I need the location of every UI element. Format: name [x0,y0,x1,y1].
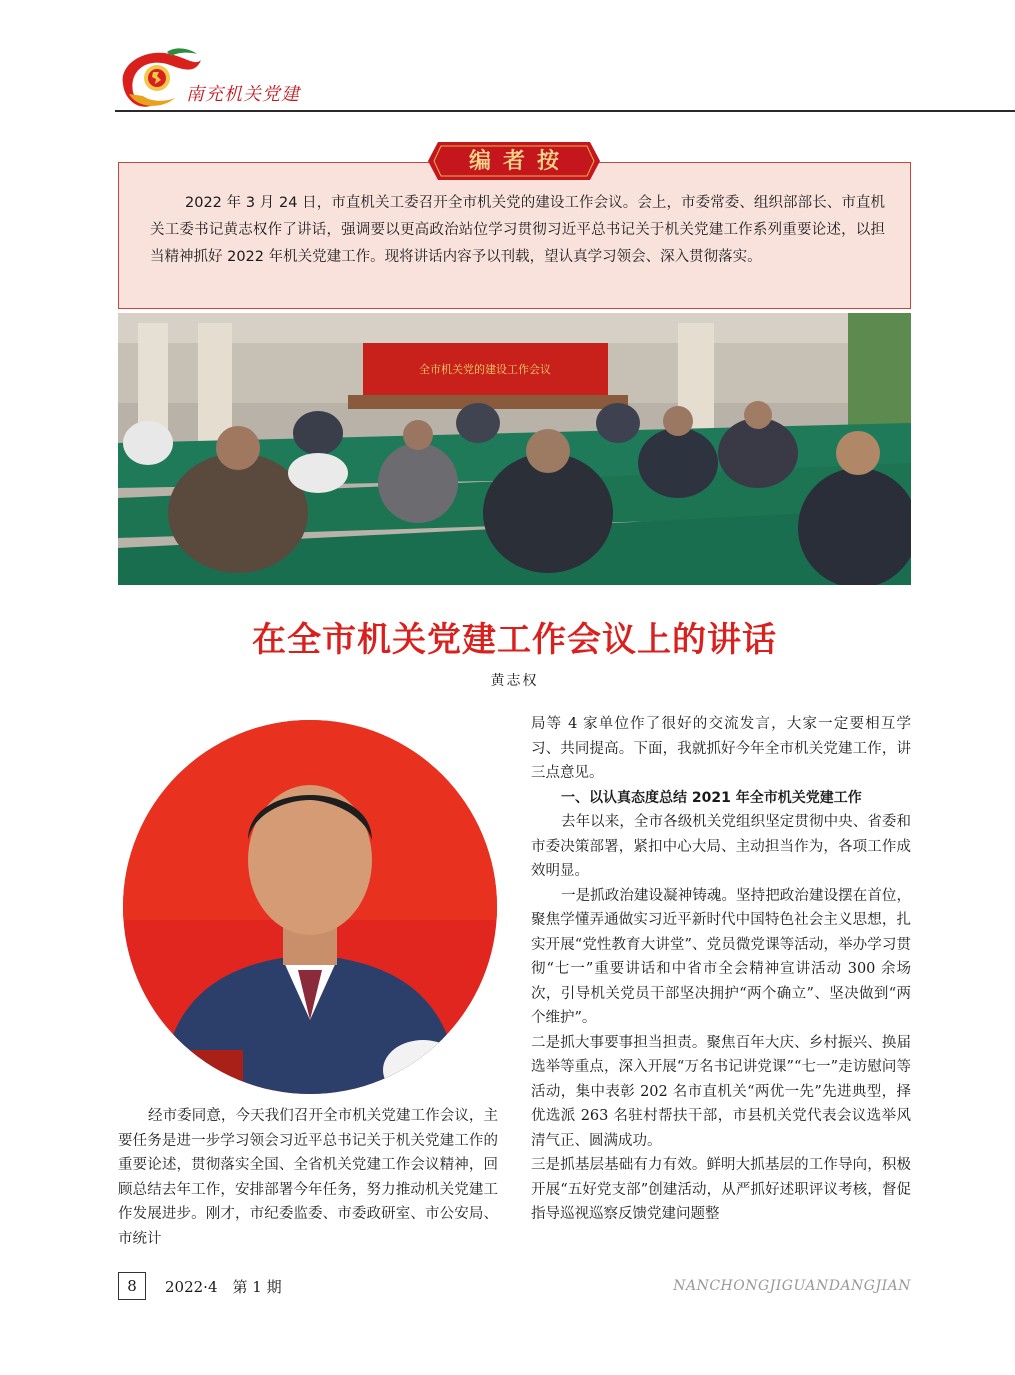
paragraph: 去年以来，全市各级机关党组织坚定贯彻中央、省委和市委决策部署，紧扣中心大局、主动担当作为，各项工作成效明显。 [531,814,911,879]
section-heading: 一、以认真态度总结 2021 年全市机关党建工作 [561,789,862,806]
right-column-text [531,712,911,1227]
page-number: 8 [118,1272,146,1300]
paragraph: 局等 4 家单位作了很好的交流发言，大家一定要相互学习、共同提高。下面，我就抓好今年全市机关党建工作，讲三点意见。 [531,716,911,781]
paragraph: 三是抓基层基础有力有效。鲜明大抓基层的工作导向，积极开展“五好党支部”创建活动，从严抓好述职评议考核，督促指导巡视巡察反馈党建问题整 [531,1157,911,1222]
editor-note-title: 编者按 [468,148,571,174]
paragraph: 二是抓大事要事担当担责。聚焦百年大庆、乡村振兴、换届选举等重点，深入开展“万名书记讲党课”“七一”走访慰问等活动，集中表彰 202 名市直机关“两优一先”先进典型，择优选派 263 名驻村帮扶干部，市县机关党代表会议选举风清气正、圆满成功。 [531,1034,911,1149]
footer-english-name: NANCHONGJIGUANDANGJIAN [673,1278,911,1294]
left-column-text [118,1104,498,1251]
paragraph: 一是抓政治建设凝神铸魂。坚持把政治建设摆在首位，聚焦学懂弄通做实习近平新时代中国特色社会主义思想，扎实开展“党性教育大讲堂”、党员微党课等活动，举办学习贯彻“七一”重要讲话和中省市全会精神宣讲活动 300 余场次，引导机关党员干部坚决拥护“两个确立”、坚决做到“两个维护”。 [531,887,911,1026]
magazine-name: 南充机关党建 [186,84,300,105]
meeting-photo [118,313,911,585]
author-portrait [123,720,497,1094]
photo-banner-text: 全市机关党的建设工作会议 [419,363,551,376]
header-divider [115,110,1015,112]
article-title: 在全市机关党建工作会议上的讲话 [252,620,777,660]
article-author: 黄志权 [490,673,539,689]
editor-note-text: 2022 年 3 月 24 日，市直机关工委召开全市机关党的建设工作会议。会上，市委常委、组织部部长、市直机关工委书记黄志权作了讲话，强调要以更高政治站位学习贯彻习近平总书记关于机关党建工作系列重要论述，以担当精神抓好 2022 年机关党建工作。现将讲话内容予以刊载，望认真学习领会、深入贯彻落实。 [150,195,885,265]
paragraph: 经市委同意，今天我们召开全市机关党建工作会议，主要任务是进一步学习领会习近平总书记关于机关党建工作的重要论述，贯彻落实全国、全省机关党建工作会议精神，回顾总结去年工作，安排部署今年任务，努力推动机关党建工作发展进步。刚才，市纪委监委、市委政研室、市公安局、市统计 [118,1108,498,1247]
issue-info: 2022·4 第 1 期 [165,1278,282,1296]
